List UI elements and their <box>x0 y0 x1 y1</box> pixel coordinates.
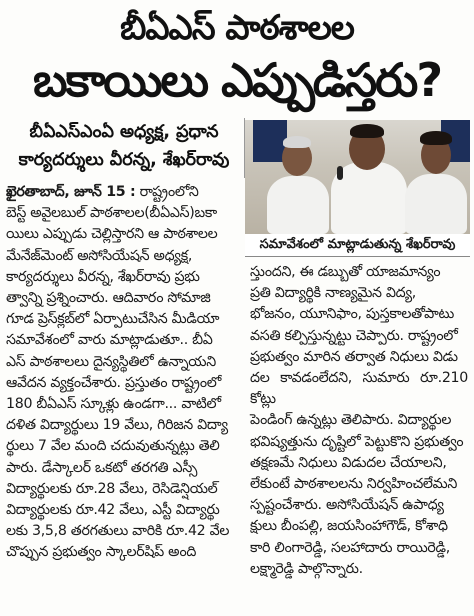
body-text-line: దల కావడంలేదని, సుమారు రూ.210 కోట్లు <box>250 370 468 408</box>
body-text-line: ఆవేదన వ్యక్తంచేశారు. ప్రస్తుతం రాష్ట్రంలో <box>6 374 222 391</box>
body-text-line: సమావేశంలో వారు మాట్లాడుతూ.. బీఏ <box>6 332 213 349</box>
body-text-line: కార్యదర్శులు వీరన్న, శేఖర్‌రావు ప్రభు <box>6 268 200 285</box>
body-text-line: చొప్పున ప్రభుత్వం స్కాలర్‌షిప్ అంది <box>6 544 197 561</box>
subheadline-line-1: బీఏఎస్‌ఎంఏ అధ్యక్ష, ప్రధాన <box>29 122 219 142</box>
body-text-line: రాష్ట్రంలోని <box>139 184 199 200</box>
person-left-hair <box>283 136 311 148</box>
body-text-line: దళిత విద్యార్థులు 19 వేలు, గిరిజన విద్యా <box>6 417 228 434</box>
body-text-line: కారి లింగారెడ్డి, సలహాదారు రాయిరెడ్డి, <box>250 539 450 556</box>
dateline: ఖైరతాబాద్, జూన్ 15 : <box>6 184 136 200</box>
body-text-line: విద్యార్థులకు రూ.42 వేలు, ఎస్టీ విద్యార్థు <box>6 502 220 519</box>
body-text-line: తక్షణమే నిధులు విడుదల చేయాలని, <box>250 454 447 471</box>
body-text-line: గూడ ప్రెస్‌క్లబ్‌లో ఏర్పాటుచేసిన మీడియా <box>6 311 220 328</box>
body-text-line: క్షులు బీంపల్లి, జయసింహాగౌడ్, కోశాధి <box>250 518 448 535</box>
photo-caption: సమావేశంలో మాట్లాడుతున్న శేఖర్‌రావు <box>245 234 470 257</box>
article-column-left <box>6 182 238 564</box>
person-left <box>267 176 329 234</box>
body-text-line: భవిష్యత్తును దృష్టిలో పెట్టుకొని ప్రభుత్వం <box>250 433 464 450</box>
article-column-right <box>250 262 468 580</box>
body-text-line: స్పష్టంచేశారు. అసోసియేషన్ ఉపాధ్య <box>250 497 444 514</box>
body-text-line: మేనేజ్‌మెంట్ అసోసియేషన్ అధ్యక్ష, <box>6 247 193 264</box>
body-text-line: ర్థులు 7 వేల మంది చదువుతున్నట్లు తెలి <box>6 438 220 455</box>
body-text-line: భోజనం, యూనిఫాం, పుస్తకాలతోపాటు <box>250 306 455 323</box>
body-text-line: వసతి కల్పిస్తున్నట్టు చెప్పారు. రాష్ట్రంలో <box>250 327 458 344</box>
body-text-line: యిలు ఎప్పుడు చెల్లిస్తారని ఆ పాఠశాలల <box>6 226 218 243</box>
subheadline <box>4 118 244 174</box>
body-text-line: ఎస్ పాఠశాలలు దైన్యస్థితిలో ఉన్నాయని <box>6 353 216 370</box>
body-text-line: ప్రభుత్వం మారిన తర్వాత నిధులు విడు <box>250 348 458 365</box>
person-center-hair <box>350 124 384 138</box>
body-text-line: లక్ష్మారెడ్డి పాల్గొన్నారు. <box>250 560 363 577</box>
kicker-headline: బీఏఎస్ పాఠశాలల <box>120 8 354 48</box>
press-meet-photo <box>245 120 470 234</box>
body-text-line: విద్యార్థులకు రూ.28 వేలు, రెసిడెన్షియల్ <box>6 480 218 497</box>
body-text-line: పెండింగ్ ఉన్నట్లు తెలిపారు. విద్యార్థుల <box>250 412 452 429</box>
body-text-line: త్వాన్ని ప్రశ్నించారు. ఆదివారం సోమాజి <box>6 290 211 307</box>
person-right-hair <box>420 131 452 145</box>
body-text-line: ప్రతి విద్యార్థికి నాణ్యమైన విద్య, <box>250 285 417 302</box>
person-right <box>405 174 467 234</box>
body-text-line: లేకుంటే పాఠశాలలను నిర్వహించలేమని <box>250 476 458 493</box>
microphone <box>337 166 343 180</box>
body-text-line: పారు. డేస్కాలర్ ఒకటో తరగతి ఎస్సీ <box>6 459 198 476</box>
body-text-line: లకు 3,5,8 తరగతులు వారికి రూ.42 వేల <box>6 523 230 540</box>
body-text-line: 180 బీఏఎస్ స్కూళ్లు ఉండగా... వాటిలో <box>6 396 221 413</box>
body-text-line: స్తుందని, ఈ డబ్బుతో యాజమాన్యం <box>250 264 441 280</box>
subheadline-line-2: కార్యదర్శులు వీరన్న, శేఖర్‌రావు <box>18 150 230 170</box>
main-headline: బకాయిలు ఎప్పుడిస్తరు? <box>32 53 442 107</box>
body-text-line: బెస్ట్ అవైలబుల్ పాఠశాలల(బీఏఎస్)బకా <box>6 205 217 222</box>
